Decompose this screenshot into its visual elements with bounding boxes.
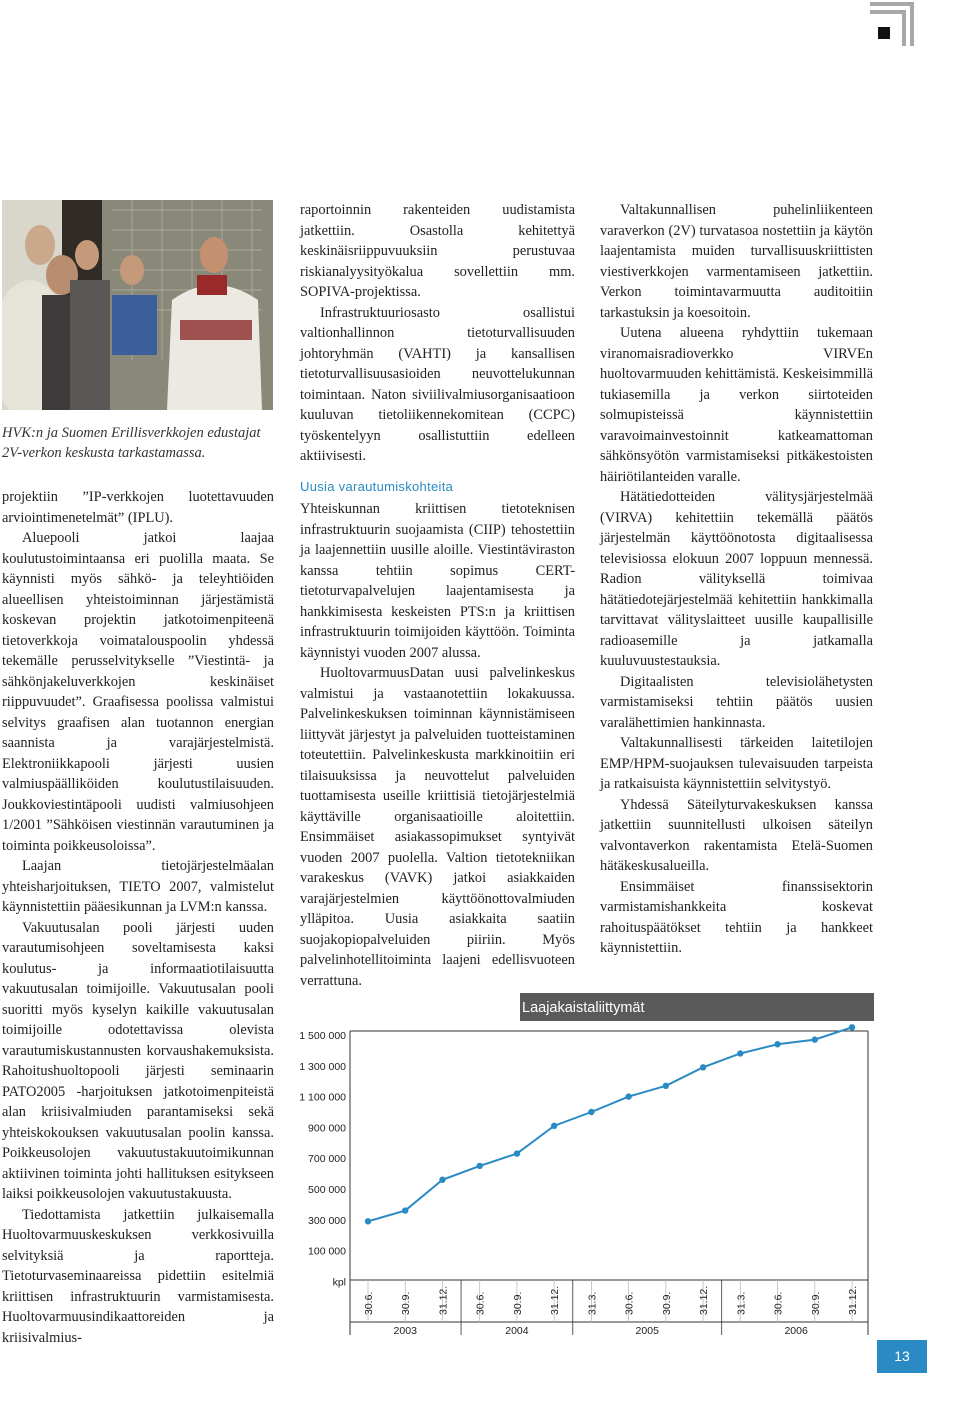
page-number: 13 (877, 1340, 927, 1373)
y-tick-label: 900 000 (308, 1122, 346, 1135)
x-tick-label: 31.12. (437, 1285, 450, 1315)
x-tick-label: 30.9. (400, 1291, 413, 1315)
x-tick-label: 31.3. (735, 1291, 748, 1315)
y-tick-label: 1 100 000 (299, 1091, 346, 1104)
paragraph: Laajan tietojärjestelmäalan yhteisharjoituksen, TIETO 2007, valmistelut käynnistettiin pääesikunnan ja LVM:n kanssa. (2, 858, 274, 915)
paragraph: Yhdessä Säteilyturvakeskuksen kanssa jatkettiin suunnitellusti ulkoisen säteilyn valvontaverkon rakentamista Etelä-Suomen hätäkeskusalueilla. (600, 796, 873, 874)
paragraph: raportoinnin rakenteiden uudistamista jatkettiin. Osastolla kehitettyä keskinäisriippuvuuksiin perustuvaa riskianalyysityökalua sovellettiin mm. SOPIVA-projektissa. (300, 202, 575, 300)
data-point (625, 1093, 631, 1099)
paragraph: projektiin ”IP-verkkojen luotettavuuden arviointimenetelmät” (IPLU). (2, 489, 274, 526)
data-point (849, 1024, 855, 1030)
data-point (700, 1064, 706, 1070)
photo-caption: HVK:n ja Suomen Erillisverkkojen edustajat 2V-verkon keskusta tarkastamassa. (2, 425, 261, 461)
paragraph: Tiedottamista jatkettiin julkaisemalla Huoltovarmuuskeskuksen verkkosivuilla selvityksiä ja raportteja. Tietoturvaseminaareissa pidettiin esitelmiä kriittisen infrastruktuurin varmistamisesta. Huoltovarmuusindikaattoreiden ja kriisivalmius- (2, 1206, 274, 1346)
data-point (514, 1150, 520, 1156)
column-1 (2, 487, 274, 1348)
data-point (663, 1083, 669, 1089)
paragraph: Aluepooli jatkoi laajaa koulutustoimintaansa eri puolilla maata. Se käynnisti myös sähkö- ja teleyhtiöiden alueellisen yhteistoiminnan järjestämistä koskevan projektin jatkotoimenpiteenä tietoverkkoja voimatalouspoolin yhdessä tekemälle perusselvitykselle ”Viestintä- ja sähkönjakeluverkkojen keskinäiset riippuvuudet”. Graafisessa poolissa valmistui selvitys graafisen alan tuotannon energian saannista ja varajärjestelmistä. Elektroniikkapooli järjesti uusien valmiuspäälliköiden koulutustilaisuuden. Joukkoviestintäpooli uudisti valmiusohjeen 1/2001 ”Sähköisen viestinnän varautuminen ja toiminta poikkeusoloissa”. (2, 530, 274, 854)
chart-svg (296, 985, 876, 1335)
y-tick-label: 100 000 (308, 1245, 346, 1258)
paragraph: Valtakunnallisen puhelinliikenteen varaverkon (2V) turvatasoa nostettiin ja käytön laajentamista muiden turvallisuuskriittisten viestiverkkojen varmentamiseen jatkettiin. Verkon toimintavarmuutta auditoitiin tarkastuksin ja koesoitoin. (600, 202, 873, 321)
logo-icon (866, 2, 916, 48)
y-tick-label: 500 000 (308, 1184, 346, 1196)
photo-visit (2, 200, 273, 410)
x-tick-label: 30.9. (809, 1291, 822, 1315)
year-label: 2004 (505, 1325, 529, 1335)
x-tick-label: 30.9. (660, 1291, 673, 1315)
x-tick-label: 30.6. (474, 1291, 487, 1315)
broadband-chart (296, 985, 876, 1335)
x-tick-label: 30.6. (363, 1291, 375, 1315)
column-2 (300, 200, 575, 991)
data-point (439, 1177, 445, 1183)
x-tick-label: 30.6. (772, 1291, 785, 1315)
year-label: 2005 (635, 1325, 659, 1335)
paragraph: Ensimmäiset finanssisektorin varmistamishankkeita koskevat rahoituspäätökset tehtiin ja hankkeet käynnistettiin. (600, 878, 873, 956)
data-point (737, 1050, 743, 1056)
paragraph: Hätätiedotteiden välitysjärjestelmää (VIRVA) kehitettiin tekemällä päätös järjestelmän käyttöönotosta digitaalisessa televisiossa elokuun 2007 loppuun mennessä. Radion välityksellä toimivaa hätätiedotejärjestelmää kehitettiin hankkimalla tarvittavat välityslaitteet uusille kaupallisille radioasemille ja jatkamalla kuuluvuustestauksia. (600, 489, 873, 669)
chart-title: Laajakaistaliittymät (520, 993, 874, 1021)
section-heading: Uusia varautumiskohteita (300, 478, 454, 494)
paragraph: Digitaalisten televisiolähetysten varmistamiseksi tehtiin päätös uusien varalähettimien hankinnasta. (600, 673, 873, 731)
year-label: 2006 (784, 1325, 808, 1335)
paragraph: HuoltovarmuusDatan uusi palvelinkeskus valmistui ja vastaanotettiin lokakuussa. Palvelinkeskuksen toiminnan käynnistämiseen liittyvät järjestyt ja palveluiden tuotteistaminen toteutettiin. Palvelinkeskusta markkinoitiin eri tilaisuuksissa ja neuvottelut palveluiden tuottamisesta useille kriittisiä tietojärjestelmiä käyttäville organisaatioille aloitettiin. Ensimmäiset asiakassopimukset syntyivät vuoden 2007 puolella. Valtion tietotekniikan varakeskus (VAVK) jatkoi asiakkaiden varajärjestelmien käyttöönottovalmiuden ylläpitoa. Uusia asiakkaita saatiin suojakopiopalveluiden piiriin. Myös palvelinhotellitoiminta laajeni edellisvuoteen verrattuna. (300, 665, 575, 989)
data-point (774, 1041, 780, 1047)
y-tick-label: 1 500 000 (299, 1030, 346, 1042)
x-tick-label: 31.12. (847, 1285, 859, 1315)
paragraph: Infrastruktuuriosasto osallistui valtionhallinnon tietoturvallisuuden johtoryhmän (VAHTI) ja kansallisen tietoturvallisuusasioiden neuvottelukunnan toimintaan. Naton siviilivalmiusorganisaatioon kuuluvan tietoliikennekomitean (CCPC) työskentelyyn osallistuttiin edelleen aktiivisesti. (300, 304, 575, 464)
paragraph: Uutena alueena ryhdyttiin tukemaan viranomaisradioverkko VIRVEn huoltovarmuuden kehittämistä. Keskeisimmillä tukiasemilla ja verkon siirtoteiden solmupisteissä käynnistettiin varavoimainvestoinnit katkeamattoman sähkönsyötön varmistamiseksi pitkäkestoisten häiriötilanteiden varalle. (600, 325, 873, 485)
x-tick-label: 31.12. (549, 1285, 562, 1315)
y-tick-label: 1 300 000 (299, 1060, 346, 1073)
data-point (812, 1036, 818, 1042)
year-label: 2003 (393, 1325, 417, 1335)
y-tick-label: 700 000 (308, 1153, 346, 1166)
series-line (368, 1027, 852, 1221)
x-tick-label: 31.12. (698, 1285, 711, 1315)
y-axis-label: kpl (332, 1276, 346, 1289)
column-3 (600, 200, 873, 959)
data-point (476, 1163, 482, 1169)
data-point (402, 1207, 408, 1213)
x-tick-label: 30.6. (623, 1291, 636, 1315)
paragraph: Vakuutusalan pooli järjesti uuden varautumisohjeen soveltamisesta kaksi koulutus- ja informaatiotilaisuutta vakuutusalan toimijoille. Vakuutusalan pooli suoritti myös kyselyn kaikille vakuutusalan toimijoille odotettavissa olevista varautumiskustannusten korvaushakemuksista. Rahoitushuoltopooli järjesti seminaarin PATO2005 -harjoituksen jatkotoimenpiteistä alan kriisivalmiuden parantamiseksi sekä yhteiskokouksen vakuutusalan poolin kanssa. Poikkeusolojen vakuutustakuutoimikunnan aktiivinen toiminta johti hallituksen esitykseen laiksi poikkeusolojen vakuutustakuusta. (2, 919, 274, 1202)
x-tick-label: 31.3. (586, 1291, 599, 1315)
paragraph: Valtakunnallisesti tärkeiden laitetilojen EMP/HPM-suojauksen tulevaisuuden tarpeista ja ratkaisuista käynnistettiin selvitystyö. (600, 735, 873, 792)
x-tick-label: 30.9. (511, 1291, 524, 1315)
data-point (365, 1218, 371, 1224)
data-point (588, 1109, 594, 1115)
data-point (551, 1123, 557, 1129)
y-tick-label: 300 000 (308, 1214, 346, 1227)
paragraph: Yhteiskunnan kriittisen tietoteknisen infrastruktuurin suojaamista (CIIP) tehostettiin ja laajennettiin uusille aloille. Viestintäviraston kanssa tehtiin sopimus CERT-tietoturvapalvelujen laajentamisesta ja hankkimisesta keskeisten PTS:n ja kriittisen infrastruktuurin toimijoiden käyttöön. Toiminta käynnistyi vuoden 2007 alussa. (300, 501, 575, 661)
